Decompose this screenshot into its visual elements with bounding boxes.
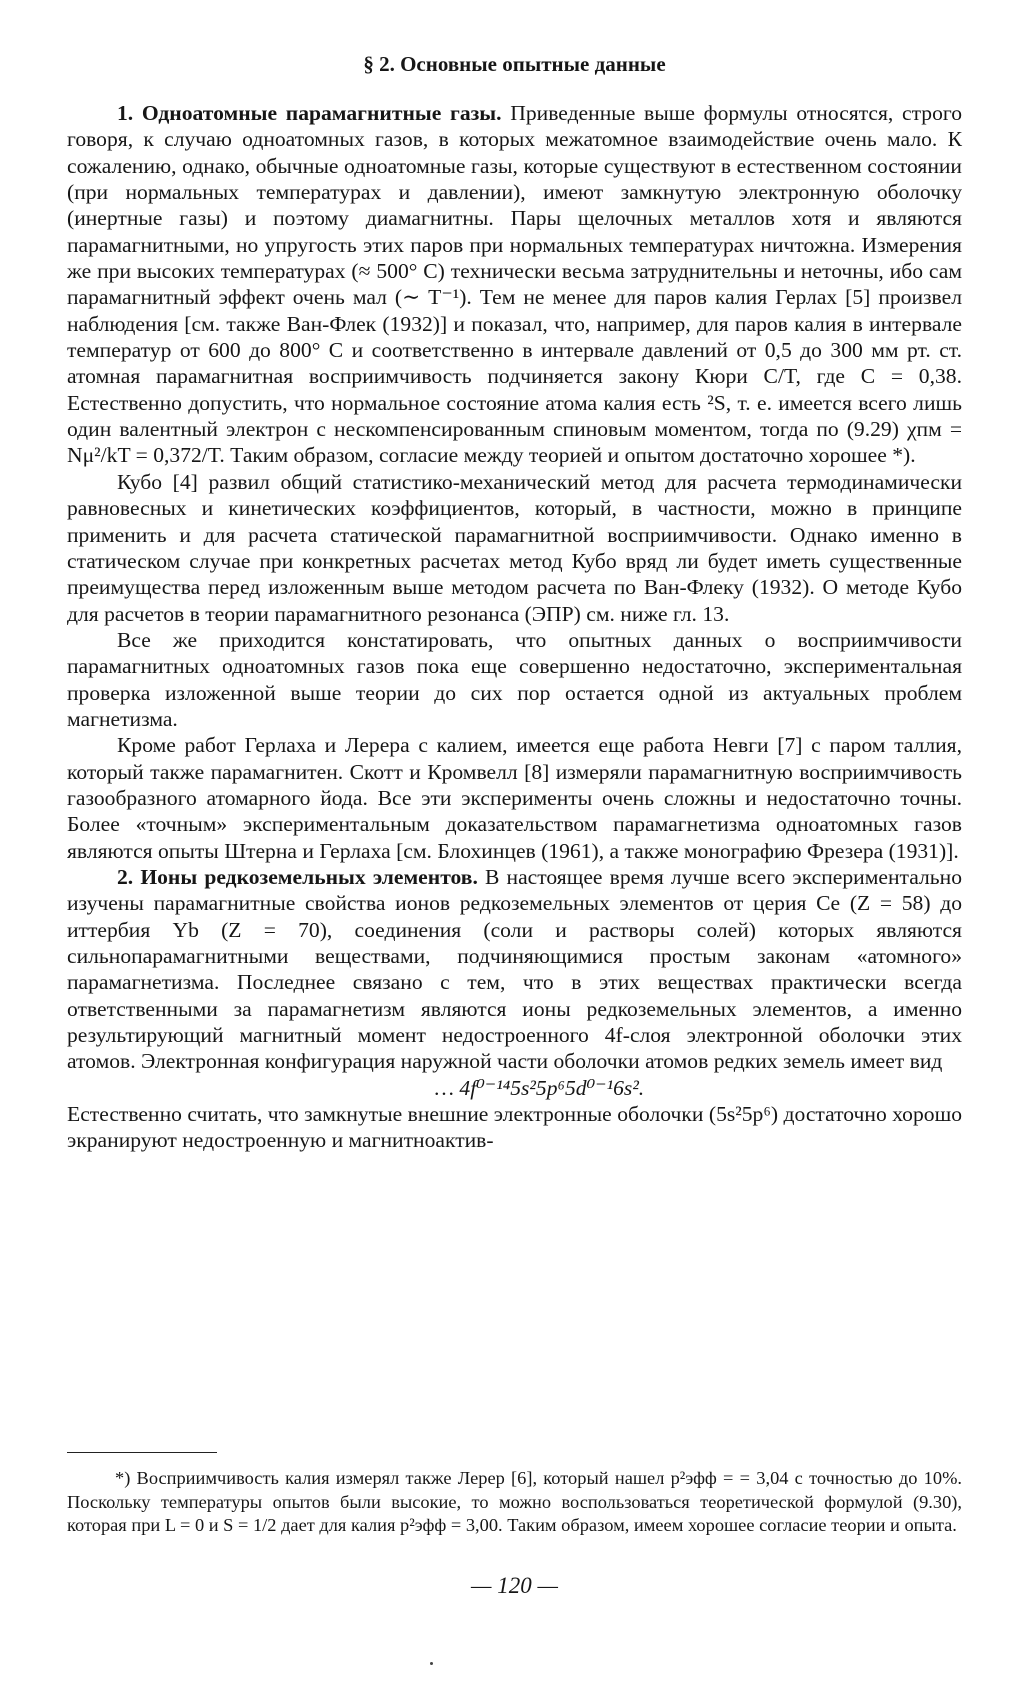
paragraph-text: Приведенные выше формулы относятся, строго говоря, к случаю одноатомных газов, в которых межатомное взаимодействие очень мало. К сожалению, однако, обычные одноатомные газы, которые существуют в естественном состоянии (при нормальных температурах и давлении), имеют замкнутую электронную оболочку (инертные газы) и поэтому диамагнитны. Пары щелочных металлов хотя и являются парамагнитными, но упругость этих паров при нормальных температурах ничтожна. Измерения же при высоких температурах (≈ 500° C) технически весьма затруднительны и неточны, ибо сам парамагнитный эффект очень мал (∼ T⁻¹). Тем не менее для паров калия Герлах [5] произвел наблюдения [см. также Ван-Флек (1932)] и показал, что, например, для паров калия в интервале температур от 600 до 800° C и соответственно в интервале давлений от 0,5 до 300 мм рт. ст. атомная парамагнитная восприимчивость подчиняется закону Кюри C/T, где C = 0,38. Естественно допустить, что нормальное состояние атома калия есть ²S, т. е. имеется всего лишь один валентный электрон с нескомпенсированным спиновым моментом, тогда по (9.29) χпм = Nμ²/kT = 0,372/T. Таким образом, согласие между теорией и опытом достаточно хорошее *). <box>67 101 962 468</box>
paragraph-lead: 1. Одноатомные парамагнитные газы. <box>117 101 502 125</box>
scan-speck <box>430 1662 433 1665</box>
paragraph-closing: Естественно считать, что замкнутые внешние электронные оболочки (5s²5p⁶) достаточно хорошо экранируют недостроенную и магнитноактив- <box>67 1102 962 1153</box>
paragraph-other-works <box>67 732 962 864</box>
paragraph-potassium-vapor <box>67 100 962 469</box>
paragraph-text: В настоящее время лучше всего экспериментально изучены парамагнитные свойства ионов редкоземельных элементов от церия Ce (Z = 58) до иттербия Yb (Z = 70), соединения (соли и растворы солей) которых являются сильнопарамагнитными веществами, подчиняющимися простым законам «атомного» парамагнетизма. Последнее связано с тем, что в этих веществах практически всегда ответственными за парамагнетизм являются ионы редкоземельных элементов, а именно результирующий магнитный момент недостроенного 4f-слоя электронной оболочки этих атомов. Электронная конфигурация наружной части оболочки атомов редких земель имеет вид <box>67 864 962 1074</box>
paragraph-text: Кубо [4] развил общий статистико-механический метод для расчета термодинамически равновесных и кинетических коэффициентов, который, в частности, можно в принципе применить и для расчета статической парамагнитной восприимчивости. Однако именно в статическом случае при конкретных расчетах метод Кубо вряд ли будет иметь существенные преимущества перед изложенным выше методом расчета по Ван-Флеку (1932). О методе Кубо для расчетов в теории парамагнитного резонанса (ЭПР) см. ниже гл. 13. <box>67 469 962 626</box>
paragraph-data-lack <box>67 627 962 732</box>
footnote-divider <box>67 1452 217 1453</box>
page-number: — 120 — <box>471 1573 558 1598</box>
paragraph-lead: 2. Ионы редкоземельных элементов. <box>117 864 478 889</box>
paragraph-kubo <box>67 469 962 627</box>
section-title: § 2. Основные опытные данные <box>363 52 666 76</box>
paragraph-text: Кроме работ Герлаха и Лерера с калием, имеется еще работа Невги [7] с паром таллия, который также парамагнитен. Скотт и Кромвелл [8] измеряли парамагнитную восприимчивость газообразного атомарного йода. Все эти эксперименты очень сложны и недостаточно точны. Более «точным» экспериментальным доказательством парамагнетизма одноатомных газов являются опыты Штерна и Герлаха [см. Блохинцев (1961), а также монографию Фрезера (1931)]. <box>67 733 962 863</box>
footnote <box>67 1467 962 1538</box>
main-text <box>67 100 962 1154</box>
paragraph-text: Все же приходится констатировать, что опытных данных о восприимчивости парамагнитных одноатомных газов пока еще совершенно недостаточно, экспериментальная проверка изложенной выше теории до сих пор остается одной из актуальных проблем магнетизма. <box>67 627 962 731</box>
footnote-text: *) Восприимчивость калия измерял также Лерер [6], который нашел p²эфф = = 3,04 с точностью до 10%. Поскольку температуры опытов были высокие, то можно воспользоваться теоретической формулой (9.30), которая при L = 0 и S = 1/2 дает для калия p²эфф = 3,00. Таким образом, имеем хорошее согласие теории и опыта. <box>67 1468 962 1535</box>
paragraph-rare-earth <box>67 864 962 1075</box>
electron-configuration-formula: … 4f⁰⁻¹⁴5s²5p⁶5d⁰⁻¹6s². <box>434 1075 645 1100</box>
